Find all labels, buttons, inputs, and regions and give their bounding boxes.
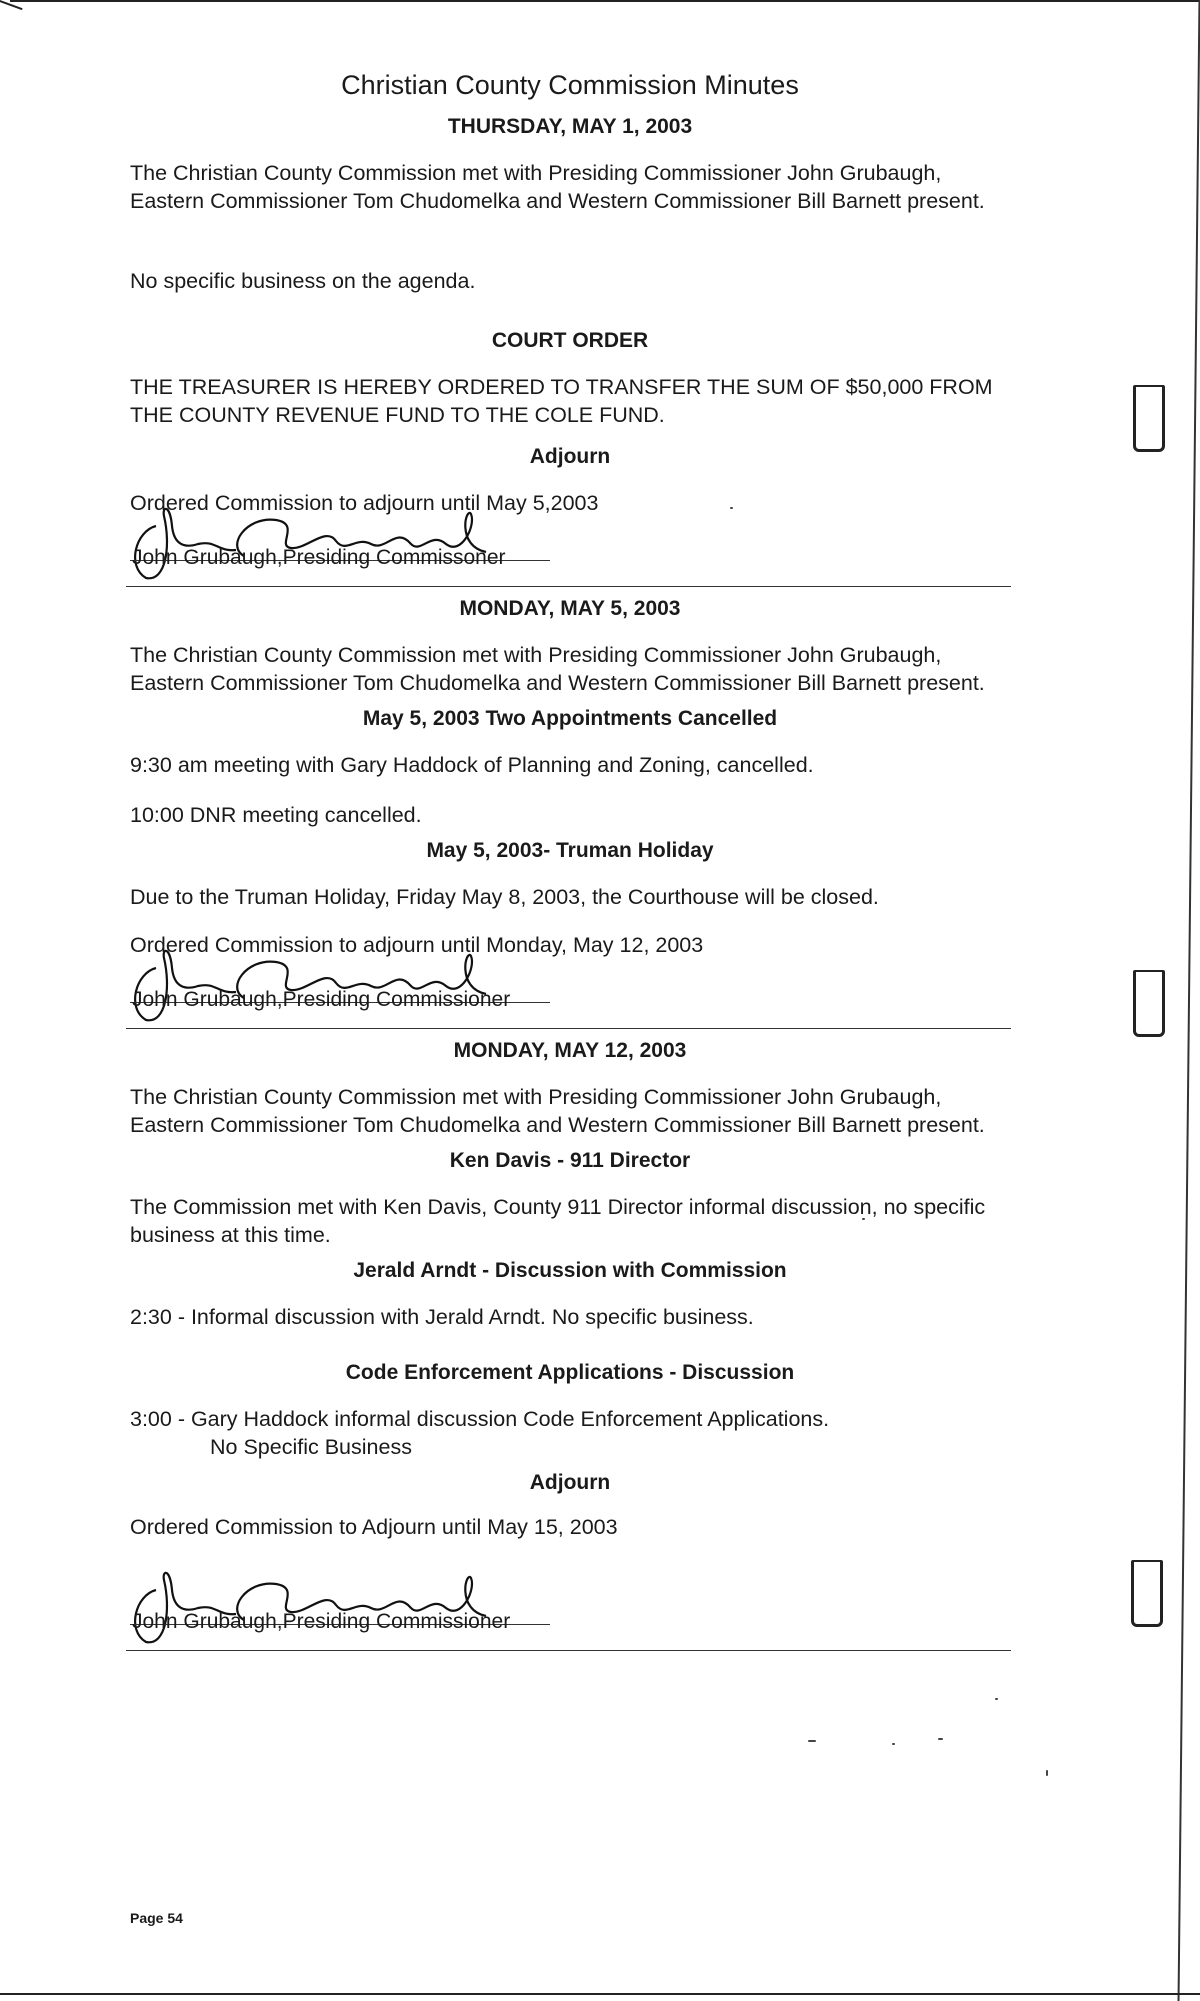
scan-speck xyxy=(892,1743,895,1745)
minutes-content xyxy=(130,70,1010,1661)
page-number: Page 54 xyxy=(130,1910,183,1926)
handwritten-signature xyxy=(126,928,506,1028)
signature-name: John Grubaugh,Presiding Commissoner xyxy=(132,546,506,569)
page-edge-top xyxy=(10,0,1200,2)
agenda-item-text xyxy=(130,1405,1010,1461)
agenda-item-heading: Code Enforcement Applications - Discussion xyxy=(345,1361,795,1384)
scan-speck xyxy=(938,1738,943,1740)
attendance-paragraph: The Christian County Commission met with Presiding Commissioner John Grubaugh, Eastern Commissioner Tom Chudomelka and Western Commissioner Bill Barnett present. xyxy=(130,1085,985,1137)
court-order-heading: COURT ORDER xyxy=(491,329,649,352)
agenda-item-text: 2:30 - Informal discussion with Jerald Arndt. No specific business. xyxy=(130,1305,754,1329)
document-title: Christian County Commission Minutes xyxy=(341,70,799,100)
signature-block xyxy=(130,958,1010,1022)
adjourn-heading: Adjourn xyxy=(529,445,611,468)
agenda-item-heading: May 5, 2003- Truman Holiday xyxy=(426,839,714,862)
page-edge-right xyxy=(1178,0,1200,2001)
margin-bracket-mark xyxy=(1131,1560,1163,1627)
margin-bracket-mark xyxy=(1133,970,1165,1037)
attendance-paragraph: The Christian County Commission met with Presiding Commissioner John Grubaugh, Eastern Commissioner Tom Chudomelka and Western Commissioner Bill Barnett present. xyxy=(130,161,985,213)
page-edge-bottom xyxy=(0,1993,1200,1995)
section-divider xyxy=(126,1650,1011,1651)
agenda-item-text: The Commission met with Ken Davis, County 911 Director informal discussion, no specific business at this time. xyxy=(130,1195,986,1247)
attendance-paragraph: The Christian County Commission met with Presiding Commissioner John Grubaugh, Eastern Commissioner Tom Chudomelka and Western Commissioner Bill Barnett present. xyxy=(130,643,985,695)
agenda-item-heading: Jerald Arndt - Discussion with Commission xyxy=(353,1259,787,1282)
scan-speck xyxy=(995,1698,998,1700)
scan-speck xyxy=(1046,1770,1048,1776)
handwritten-signature xyxy=(126,1550,506,1650)
adjourn-text: Ordered Commission to adjourn until Monday, May 12, 2003 xyxy=(130,933,704,957)
handwritten-signature xyxy=(126,486,506,586)
meeting-date-heading: MONDAY, MAY 12, 2003 xyxy=(453,1039,687,1062)
margin-bracket-mark xyxy=(1133,385,1165,452)
signature-block xyxy=(130,1580,1010,1644)
agenda-item-line: No Specific Business xyxy=(210,1435,412,1459)
section-divider xyxy=(126,586,1011,587)
signature-block xyxy=(130,516,1010,580)
agenda-note: No specific business on the agenda. xyxy=(130,269,476,293)
signature-name: John Grubaugh,Presiding Commissioner xyxy=(132,988,511,1011)
adjourn-heading: Adjourn xyxy=(529,1471,611,1494)
meeting-date-heading: MONDAY, MAY 5, 2003 xyxy=(459,597,681,620)
agenda-item-heading: Ken Davis - 911 Director xyxy=(449,1149,691,1172)
meeting-date-heading: THURSDAY, MAY 1, 2003 xyxy=(447,115,693,138)
agenda-item-text: Due to the Truman Holiday, Friday May 8, 2003, the Courthouse will be closed. xyxy=(130,885,879,909)
signature-name: John Grubaugh,Presiding Commissioner xyxy=(132,1610,511,1633)
adjourn-text: Ordered Commission to adjourn until May 5,2003 xyxy=(130,491,599,515)
scan-speck xyxy=(808,1740,816,1742)
agenda-item-text: 9:30 am meeting with Gary Haddock of Planning and Zoning, cancelled. xyxy=(130,753,814,777)
agenda-item-heading: May 5, 2003 Two Appointments Cancelled xyxy=(362,707,778,730)
section-divider xyxy=(126,1028,1011,1029)
agenda-item-line: 3:00 - Gary Haddock informal discussion Code Enforcement Applications. xyxy=(130,1407,830,1431)
adjourn-text: Ordered Commission to Adjourn until May 15, 2003 xyxy=(130,1515,618,1539)
court-order-text: THE TREASURER IS HEREBY ORDERED TO TRANSFER THE SUM OF $50,000 FROM THE COUNTY REVENUE FUND TO THE COLE FUND. xyxy=(130,375,993,427)
agenda-item-text: 10:00 DNR meeting cancelled. xyxy=(130,803,422,827)
